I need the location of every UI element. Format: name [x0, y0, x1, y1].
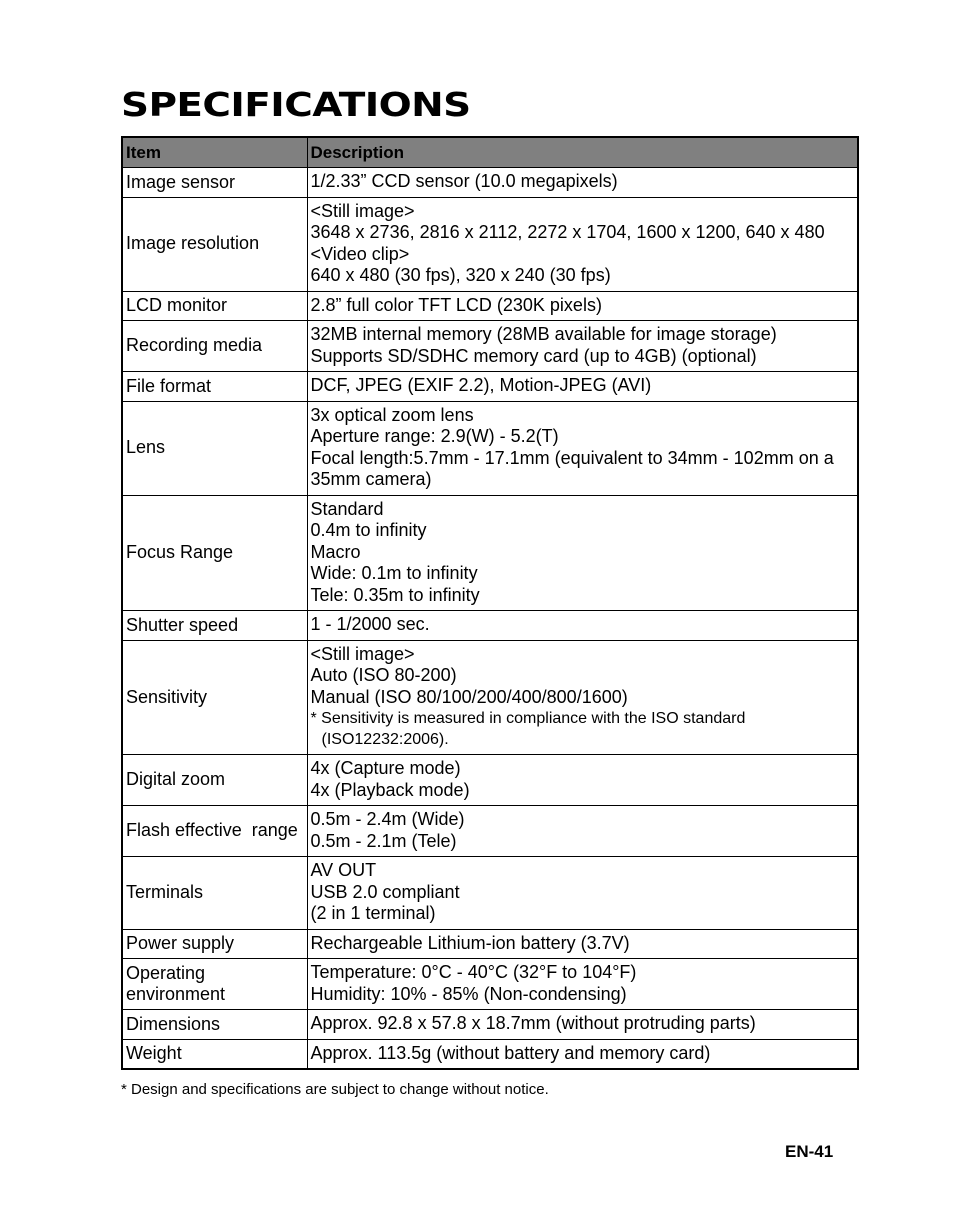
- spec-item: Shutter speed: [122, 611, 307, 641]
- sensitivity-note: * Sensitivity is measured in compliance with the ISO standard: [310, 710, 746, 727]
- header-description: Description: [307, 137, 858, 168]
- description-line: Approx. 92.8 x 57.8 x 18.7mm (without protruding parts): [310, 1013, 756, 1033]
- spec-description: [307, 1039, 858, 1069]
- description-line: DCF, JPEG (EXIF 2.2), Motion-JPEG (AVI): [310, 375, 652, 395]
- spec-item: [122, 959, 307, 1010]
- description-line: Rechargeable Lithium-ion battery (3.7V): [310, 932, 630, 953]
- description-line: Standard: [310, 498, 384, 519]
- table-header-row: [122, 137, 858, 168]
- table-row: [122, 640, 858, 755]
- description-line: <Still image>: [310, 200, 415, 221]
- spec-item: Sensitivity: [122, 640, 307, 755]
- spec-description: [307, 857, 858, 930]
- description-line: 640 x 480 (30 fps), 320 x 240 (30 fps): [310, 265, 611, 285]
- table-row: [122, 401, 858, 495]
- table-row: [122, 611, 858, 641]
- description-line: <Still image>: [310, 643, 415, 664]
- description-line: Tele: 0.35m to infinity: [310, 584, 480, 605]
- spec-description: [307, 197, 858, 291]
- table-row: [122, 1039, 858, 1069]
- spec-description: [307, 372, 858, 402]
- spec-description: [307, 1010, 858, 1040]
- description-line: 2.8” full color TFT LCD (230K pixels): [310, 294, 602, 315]
- description-line: (2 in 1 terminal): [310, 903, 436, 923]
- description-line: Aperture range: 2.9(W) - 5.2(T): [310, 426, 559, 446]
- item-line: Operating: [126, 962, 206, 983]
- spec-item: LCD monitor: [122, 291, 307, 321]
- header-item: Item: [122, 137, 307, 168]
- description-line: Wide: 0.1m to infinity: [310, 563, 478, 583]
- description-line: Humidity: 10% - 85% (Non-condensing): [310, 983, 627, 1004]
- description-line: Approx. 113.5g (without battery and memory card): [310, 1042, 711, 1063]
- spec-description: [307, 401, 858, 495]
- table-row: [122, 168, 858, 198]
- spec-item: Dimensions: [122, 1010, 307, 1040]
- table-row: [122, 959, 858, 1010]
- table-row: [122, 755, 858, 806]
- spec-item: Flash effective range: [122, 806, 307, 857]
- description-line: Manual (ISO 80/100/200/400/800/1600): [310, 686, 628, 707]
- description-line: 4x (Playback mode): [310, 779, 470, 800]
- description-line: 3648 x 2736, 2816 x 2112, 2272 x 1704, 1600 x 1200, 640 x 480: [310, 222, 825, 242]
- table-row: [122, 197, 858, 291]
- description-line: 0.4m to infinity: [310, 520, 427, 540]
- spec-description: [307, 495, 858, 611]
- spec-description: [307, 755, 858, 806]
- spec-description: [307, 929, 858, 959]
- description-line: Temperature: 0°C - 40°C (32°F to 104°F): [310, 962, 637, 982]
- spec-item: Terminals: [122, 857, 307, 930]
- description-line: 3x optical zoom lens: [310, 404, 474, 425]
- description-line: 32MB internal memory (28MB available for image storage): [310, 324, 777, 344]
- page-title: SPECIFICATIONS: [121, 85, 471, 124]
- spec-description: [307, 806, 858, 857]
- spec-description: [307, 640, 858, 755]
- spec-item: Weight: [122, 1039, 307, 1069]
- table-row: [122, 857, 858, 930]
- table-row: [122, 321, 858, 372]
- table-row: [122, 1010, 858, 1040]
- spec-item: Image sensor: [122, 168, 307, 198]
- spec-description: [307, 168, 858, 198]
- table-row: [122, 372, 858, 402]
- spec-description: [307, 959, 858, 1010]
- description-line: 0.5m - 2.1m (Tele): [310, 830, 457, 851]
- spec-item: Focus Range: [122, 495, 307, 611]
- spec-item: Power supply: [122, 929, 307, 959]
- table-row: [122, 291, 858, 321]
- table-row: [122, 806, 858, 857]
- spec-item: Digital zoom: [122, 755, 307, 806]
- description-line: Supports SD/SDHC memory card (up to 4GB) (optional): [310, 345, 757, 366]
- description-line: AV OUT: [310, 860, 377, 880]
- page-number: EN-41: [785, 1142, 834, 1161]
- description-line: 4x (Capture mode): [310, 758, 461, 778]
- description-line: 1/2.33” CCD sensor (10.0 megapixels): [310, 171, 618, 191]
- spec-item: Lens: [122, 401, 307, 495]
- table-row: [122, 495, 858, 611]
- spec-description: [307, 321, 858, 372]
- description-line: 1 - 1/2000 sec.: [310, 614, 430, 634]
- spec-item: Image resolution: [122, 197, 307, 291]
- description-line: 0.5m - 2.4m (Wide): [310, 809, 465, 829]
- description-line: <Video clip>: [310, 243, 410, 264]
- spec-item: Recording media: [122, 321, 307, 372]
- spec-description: [307, 291, 858, 321]
- spec-item: File format: [122, 372, 307, 402]
- table-row: [122, 929, 858, 959]
- specifications-table: [121, 136, 859, 1070]
- description-line: Macro: [310, 541, 361, 562]
- description-line: 35mm camera): [310, 469, 432, 489]
- description-line: USB 2.0 compliant: [310, 881, 460, 902]
- spec-description: [307, 611, 858, 641]
- sensitivity-note: (ISO12232:2006).: [321, 731, 449, 748]
- description-line: Auto (ISO 80-200): [310, 665, 457, 685]
- item-line: environment: [126, 984, 226, 1004]
- description-line: Focal length:5.7mm - 17.1mm (equivalent to 34mm - 102mm on a: [310, 447, 834, 468]
- footnote: * Design and specifications are subject to change without notice.: [121, 1081, 549, 1098]
